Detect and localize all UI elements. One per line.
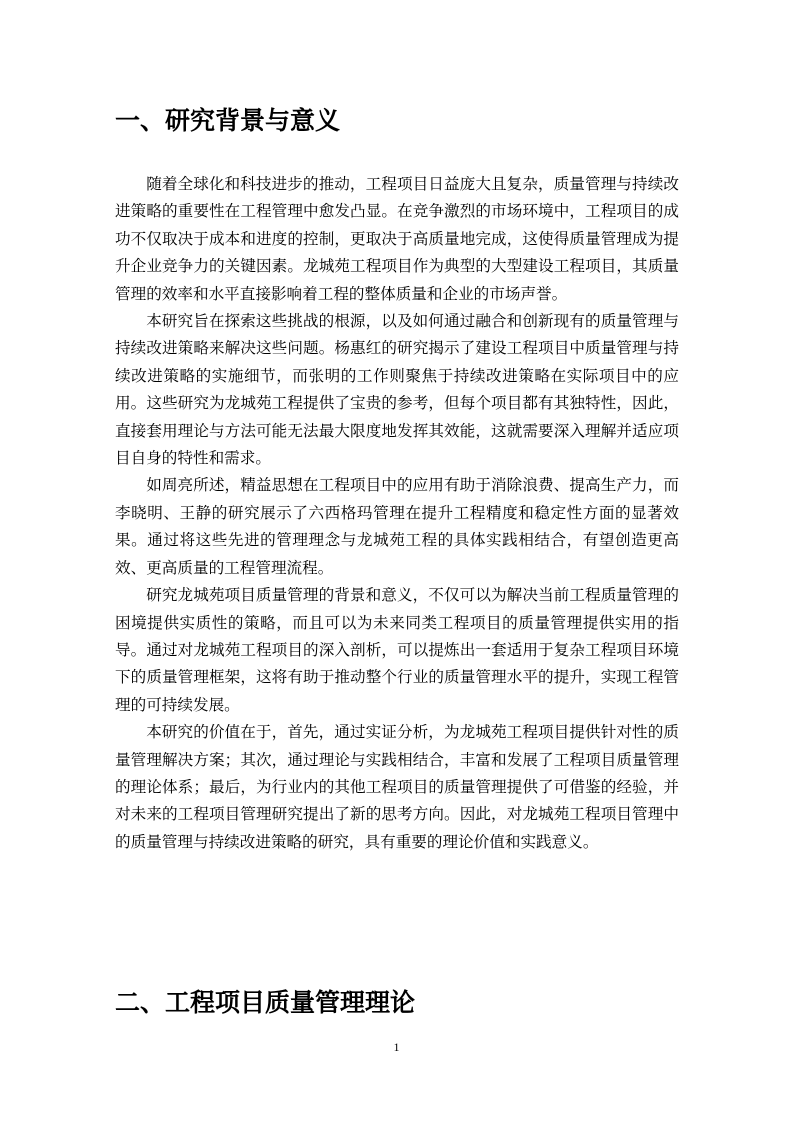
page-number: 1	[393, 1040, 400, 1054]
paragraph: 本研究的价值在于，首先，通过实证分析，为龙城苑工程项目提供针对性的质量管理解决方案；其次，通过理论与实践相结合，丰富和发展了工程项目质量管理的理论体系；最后，为行业内的其他工程项目的质量管理提供了可借鉴的经验，并对未来的工程项目管理研究提出了新的思考方向。因此，对龙城苑工程项目管理中的质量管理与持续改进策略的研究，具有重要的理论价值和实践意义。	[115, 723, 679, 851]
section-heading-2: 二、工程项目质量管理理论	[115, 988, 416, 1017]
body-text	[115, 171, 679, 856]
paragraph: 本研究旨在探索这些挑战的根源，以及如何通过融合和创新现有的质量管理与持续改进策略来解决这些问题。杨惠红的研究揭示了建设工程项目中质量管理与持续改进策略的实施细节，而张明的工作则聚焦于持续改进策略在实际项目中的应用。这些研究为龙城苑工程提供了宝贵的参考，但每个项目都有其独特性，因此，直接套用理论与方法可能无法最大限度地发挥其效能，这就需要深入理解并适应项目自身的特性和需求。	[115, 312, 679, 468]
paragraph: 研究龙城苑项目质量管理的背景和意义，不仅可以为解决当前工程质量管理的困境提供实质性的策略，而且可以为未来同类工程项目的质量管理提供实用的指导。通过对龙城苑工程项目的深入剖析，可以提炼出一套适用于复杂工程项目环境下的质量管理框架，这将有助于推动整个行业的质量管理水平的提升，实现工程管理的可持续发展。	[115, 586, 679, 714]
section-heading-1: 一、研究背景与意义	[115, 106, 341, 135]
paragraph: 如周亮所述，精益思想在工程项目中的应用有助于消除浪费、提高生产力，而李晓明、王静的研究展示了六西格玛管理在提升工程精度和稳定性方面的显著效果。通过将这些先进的管理理念与龙城苑工程的具体实践相结合，有望创造更高效、更高质量的工程管理流程。	[115, 476, 679, 577]
paragraph: 随着全球化和科技进步的推动，工程项目日益庞大且复杂，质量管理与持续改进策略的重要性在工程管理中愈发凸显。在竞争激烈的市场环境中，工程项目的成功不仅取决于成本和进度的控制，更取决于高质量地完成，这使得质量管理成为提升企业竞争力的关键因素。龙城苑工程项目作为典型的大型建设工程项目，其质量管理的效率和水平直接影响着工程的整体质量和企业的市场声誉。	[115, 175, 679, 303]
